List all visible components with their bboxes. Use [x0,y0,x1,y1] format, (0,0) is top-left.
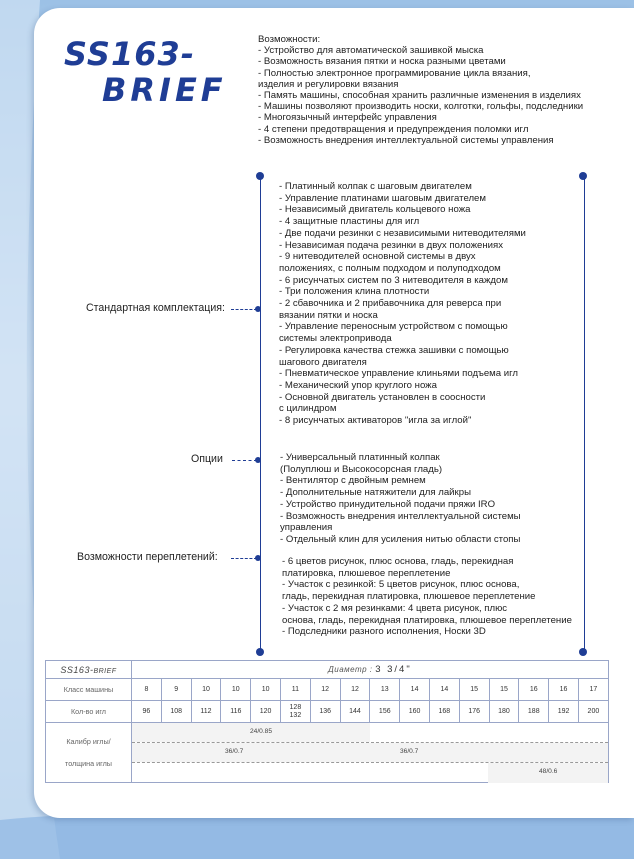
standard-item: - Пневматическое управление клиньями подъема игл [279,368,519,380]
feature-item: - Устройство для автоматической зашивкой мыска [258,45,484,57]
needles-cell: 200 [578,701,608,723]
table-row [46,701,609,723]
diameter-label: Диаметр : [328,665,373,674]
needles-cell: 120 [251,701,281,723]
gauge-value: 48/0.6 [539,768,558,775]
weave-item: платировка, плюшевое переплетение [282,567,451,579]
class-cell: 8 [132,679,162,701]
weave-item: гладь, перекидная платировка, плюшевое переплетение [282,591,536,603]
model-prefix: SS163- [60,664,94,675]
bracket-dot [256,172,264,180]
gauge-band [132,743,608,762]
class-cell: 16 [549,679,579,701]
class-cell: 14 [429,679,459,701]
class-cell: 14 [400,679,430,701]
needles-cell: 108 [161,701,191,723]
table-diameter [132,661,609,679]
standard-list [279,181,526,427]
standard-item: - 9 нитеводителей основной системы в двух [279,251,476,263]
option-item: - Отдельный клин для усиления нитью области стопы [280,533,521,545]
standard-item: с цилиндром [279,403,337,415]
weave-item: основа, гладь, перекидная платировка, плюшевое переплетение [282,614,572,626]
needles-cell: 96 [132,701,162,723]
bracket-dot [579,172,587,180]
standard-label: Стандартная комплектация: [86,302,225,314]
model-logo [64,36,227,108]
weave-item: - 6 цветов рисунок, плюс основа, гладь, перекидная [282,556,514,567]
standard-item: - 2 сбавочника и 2 прибавочника для реверса при [279,298,502,310]
logo-line-2: BRIEF [102,71,227,109]
standard-item: - Три положения клина плотности [279,286,430,298]
table-row [46,723,609,783]
row-label-gauge [46,723,132,783]
feature-item: - 4 степени предотвращения и предупреждения поломки игл [258,123,529,135]
gauge-area [132,723,609,783]
standard-item: - 6 рисунчатых систем по 3 нитеводителя в каждом [279,274,508,286]
standard-item: - Независимая подача резинки в двух положениях [279,239,503,251]
class-cell: 15 [489,679,519,701]
connector-dot [255,457,261,463]
gauge-label-1: Калибр иглы/ [66,736,111,746]
standard-item: системы электропривода [279,333,392,345]
bracket-dot [256,648,264,656]
needles-cell: 192 [549,701,579,723]
standard-item: - Регулировка качества стежка зашивки с помощью [279,344,509,356]
needles-cell: 112 [191,701,221,723]
standard-item: положениях, с полным подходом и полуподходом [279,262,501,274]
feature-item: - Возможность внедрения интеллектуальной системы управления [258,134,554,146]
options-label: Опции [191,453,223,465]
weaves-list [282,556,572,638]
needles-cell: 116 [221,701,251,723]
option-item: - Возможность внедрения интеллектуальной системы [280,510,521,522]
class-cell: 16 [519,679,549,701]
table-row [46,679,609,701]
option-item: - Универсальный платинный колпак [280,452,440,463]
class-cell: 10 [221,679,251,701]
model-suffix: BRIEF [93,667,117,675]
standard-item: - Платинный колпак с шаговым двигателем [279,181,472,192]
class-cell: 12 [310,679,340,701]
standard-item: - Основной двигатель установлен в соосности [279,391,486,403]
needles-cell: 128 132 [280,701,310,723]
class-cell: 10 [251,679,281,701]
feature-item: - Возможность вязания пятки и носка разными цветами [258,56,506,68]
standard-connector [231,309,257,310]
feature-item: - Машины позволяют производить носки, колготки, гольфы, подследники [258,101,584,113]
diameter-value: 3 3/4" [375,664,412,675]
option-item: управления [280,522,333,534]
weave-item: - Участок с 2 мя резинками: 4 цвета рисунок, плюс [282,602,508,614]
feature-item: - Полностью электронное программирование цикла вязания, [258,67,531,79]
feature-item: - Память машины, способная хранить различные изменения в изделиях [258,90,581,102]
class-cell: 9 [161,679,191,701]
options-list [280,452,521,546]
needles-cell: 180 [489,701,519,723]
option-item: - Дополнительные натяжители для лайкры [280,487,471,499]
needles-cell: 136 [310,701,340,723]
standard-item: - 8 рисунчатых активаторов "игла за иглой" [279,415,472,427]
option-item: - Вентилятор с двойным ремнем [280,475,426,487]
options-connector [232,460,257,461]
gauge-label-2: толщина иглы [65,758,112,768]
features-block [258,34,628,146]
logo-line-1: SS163- [64,35,196,73]
needles-cell: 144 [340,701,370,723]
features-heading: Возможности: [258,34,321,45]
needles-cell: 156 [370,701,400,723]
standard-item: - 4 защитные пластины для игл [279,216,420,228]
class-cell: 11 [280,679,310,701]
connector-dot [255,306,261,312]
weaves-connector [231,558,257,559]
feature-item: изделия и регулировки вязания [258,78,399,90]
spec-table [45,660,609,783]
weave-item: - Участок с резинкой: 5 цветов рисунок, плюс основа, [282,579,520,591]
option-item: - Устройство принудительной подачи пряжи IRO [280,498,496,510]
class-cell: 13 [370,679,400,701]
class-cell: 17 [578,679,608,701]
standard-item: - Управление платинами шаговым двигателем [279,192,486,204]
standard-item: вязании пятки и носка [279,309,378,321]
standard-item: шагового двигателя [279,356,367,368]
gauge-value: 24/0.85 [250,728,272,735]
weave-item: - Подследники разного исполнения, Носки 3D [282,626,486,638]
class-cell: 10 [191,679,221,701]
standard-item: - Две подачи резинки с независимыми нитеводителями [279,227,526,239]
class-cell: 12 [340,679,370,701]
gauge-value: 36/0.7 [225,748,244,755]
standard-item: - Управление переносным устройством с помощью [279,321,508,333]
standard-item: - Механический упор круглого ножа [279,379,437,391]
weaves-label: Возможности переплетений: [77,551,218,563]
option-item: (Полуплюш и Высокосорсная гладь) [280,463,443,475]
class-cell: 15 [459,679,489,701]
needles-cell: 160 [400,701,430,723]
connector-dot [255,555,261,561]
needles-cell: 168 [429,701,459,723]
bracket-dot [579,648,587,656]
features-list [258,45,628,146]
feature-item: - Многоязычный интерфейс управления [258,112,437,124]
needles-cell: 188 [519,701,549,723]
needles-cell: 176 [459,701,489,723]
gauge-value: 36/0.7 [400,748,419,755]
standard-item: - Независимый двигатель кольцевого ножа [279,204,471,216]
row-label-class: Класс машины [46,679,132,701]
table-model-name [46,661,132,679]
row-label-needles: Кол-во игл [46,701,132,723]
